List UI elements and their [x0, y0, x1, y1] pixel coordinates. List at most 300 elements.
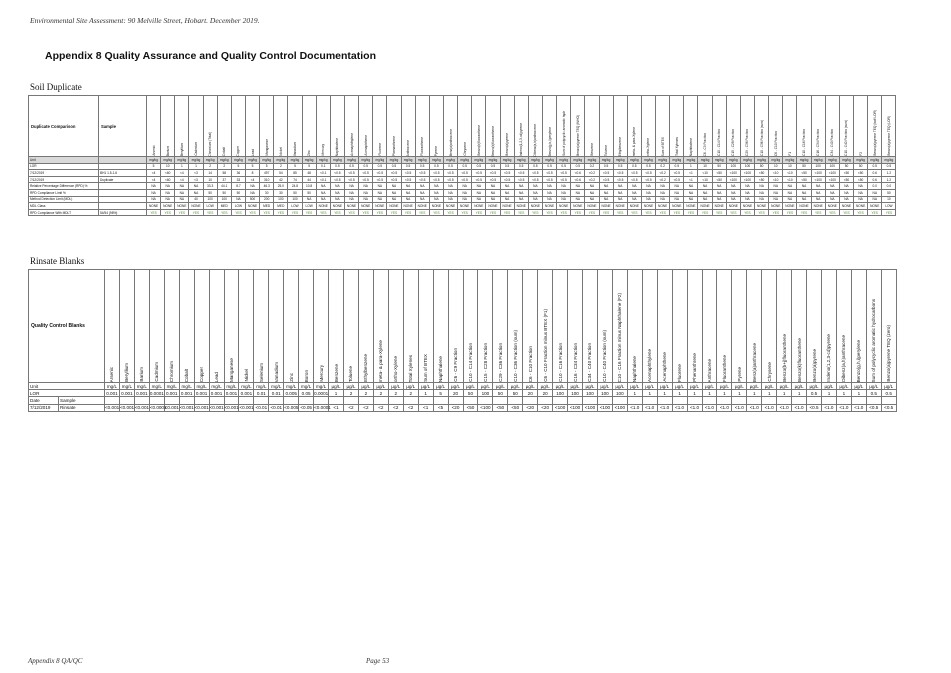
table-cell: <0.5: [429, 176, 443, 183]
table-cell: NA: [359, 189, 373, 196]
analyte-name: C10 - C40 Fraction (sum): [844, 120, 849, 156]
table-cell: <0.5: [443, 176, 457, 183]
table-cell: NA: [245, 189, 259, 196]
analyte-name: Boron: [303, 369, 309, 382]
table-cell: NA: [147, 196, 161, 203]
table-cell: YES: [684, 209, 698, 216]
unit-cell: µg/L: [329, 383, 344, 390]
unit-cell: µg/L: [523, 383, 538, 390]
blank-cell: [478, 397, 493, 404]
table-cell: <0.01: [270, 405, 283, 411]
analyte-header: [656, 96, 670, 157]
table-cell: mg/kg: [557, 157, 571, 164]
blank-cell: [702, 397, 717, 404]
table-cell: NA: [627, 183, 641, 190]
table-cell: YES: [147, 209, 161, 216]
analyte-header: [463, 270, 478, 383]
table-cell: mg/kg: [245, 157, 259, 164]
unit-cell: µg/L: [747, 383, 762, 390]
analyte-name: Beryllium: [179, 142, 184, 156]
analyte-name: meta- & para-Xylene: [378, 339, 384, 382]
table-cell: NA: [755, 196, 769, 203]
analyte-name: C29 - C36 Fraction: [745, 129, 750, 156]
table-cell: NA: [401, 183, 415, 190]
table-cell: 10: [769, 163, 783, 170]
analyte-name: Naphthalene: [335, 137, 340, 156]
unit-cell: mg/L: [239, 383, 254, 390]
analyte-name: Nickel: [243, 369, 249, 382]
table-cell: 5: [231, 163, 245, 170]
analyte-header: [740, 96, 754, 157]
analyte-header: [698, 96, 712, 157]
analyte-name: Naphthalene: [632, 355, 638, 382]
unit-cell: µg/L: [866, 383, 881, 390]
unit-cell: mg/L: [194, 383, 209, 390]
table-cell: <1.0: [822, 404, 837, 411]
table-cell: YES: [670, 209, 684, 216]
table-cell: <1.0: [777, 404, 792, 411]
table-cell: 50: [755, 163, 769, 170]
analyte-header: [769, 96, 783, 157]
table-cell: mg/kg: [797, 157, 811, 164]
table-cell: <0.01: [255, 405, 268, 411]
table-cell: mg/kg: [641, 157, 655, 164]
unit-cell: µg/L: [807, 383, 822, 390]
table-cell: <0.5: [373, 176, 387, 183]
table-cell: <0.5: [641, 176, 655, 183]
table-cell: NA: [528, 196, 542, 203]
table-cell: <0.001: [105, 405, 120, 411]
table-row: [29, 183, 896, 190]
analyte-header: [612, 270, 627, 383]
table-cell: 44.1: [217, 183, 231, 190]
unit-cell: µg/L: [702, 383, 717, 390]
table-cell: NA: [783, 189, 797, 196]
analyte-header: [284, 270, 299, 383]
analyte-name: Cobalt: [184, 368, 190, 382]
analyte-header: [418, 270, 433, 383]
analyte-name: C10 - C36 Fraction (sum): [759, 120, 764, 156]
table-cell: NONE: [175, 203, 189, 210]
lor-cell: 1: [717, 390, 732, 397]
blank-cell: [388, 397, 403, 404]
table-cell: mg/kg: [175, 157, 189, 164]
blank-cell: [209, 397, 224, 404]
blank-cell: [134, 397, 149, 404]
table-cell: NONE: [797, 203, 811, 210]
analyte-name: C10 - C40 Fraction (sum): [602, 330, 608, 382]
table-cell: <2: [373, 404, 388, 411]
analyte-name: Fluoranthene: [721, 354, 727, 382]
table-cell: NONE: [486, 203, 500, 210]
table-cell: <1: [329, 404, 344, 411]
table-cell: NA: [585, 189, 599, 196]
table-cell: NA: [387, 196, 401, 203]
table-cell: NONE: [684, 203, 698, 210]
table-cell: NONE: [542, 203, 556, 210]
table-cell: YES: [472, 209, 486, 216]
analyte-header: [687, 270, 702, 383]
table-cell: <0.5: [557, 176, 571, 183]
table-cell: NA: [769, 196, 783, 203]
analyte-name: Sum of BTEX: [660, 136, 665, 156]
table-cell: NA: [542, 189, 556, 196]
table-cell: <1.0: [717, 404, 732, 411]
table-cell: NONE: [373, 203, 387, 210]
unit-cell: mg/L: [269, 383, 284, 390]
blank-cell: [792, 397, 807, 404]
lor-label: LOR: [29, 390, 105, 397]
table-cell: NA: [684, 183, 698, 190]
blank-cell: [597, 397, 612, 404]
table-cell: 50: [302, 189, 316, 196]
table-cell: mg/kg: [712, 157, 726, 164]
table-cell: NA: [698, 196, 712, 203]
table-cell: <0.2: [585, 170, 599, 177]
analyte-name: Ethylbenzene: [618, 136, 623, 156]
table-cell: <0.001: [134, 405, 150, 411]
unit-cell: µg/L: [358, 383, 373, 390]
unit-cell: µg/L: [627, 383, 642, 390]
table-cell: NONE: [472, 203, 486, 210]
table-cell: NONE: [599, 203, 613, 210]
table-cell: <3: [189, 170, 203, 177]
analyte-name: C6 - C9 Fraction: [453, 348, 459, 382]
analyte-header: [415, 96, 429, 157]
unit-label: Unit: [29, 383, 105, 390]
table-cell: YES: [203, 209, 217, 216]
analyte-header: [571, 96, 585, 157]
table-cell: YES: [825, 209, 839, 216]
analyte-name: Sum of polycyclic aromatic hydr: [561, 111, 566, 156]
unit-cell: µg/L: [762, 383, 777, 390]
analyte-name: Benzene: [333, 363, 339, 382]
table-cell: <0.001: [224, 405, 239, 411]
lor-cell: 1: [702, 390, 717, 397]
table-cell: mg/kg: [740, 157, 754, 164]
table-cell: YES: [769, 209, 783, 216]
table-cell: NA: [175, 189, 189, 196]
analyte-name: Fluoranthene: [420, 137, 425, 156]
table-cell: LOW: [203, 203, 217, 210]
blank-cell: [254, 397, 269, 404]
blank-cell: [149, 397, 164, 404]
unit-cell: µg/L: [373, 383, 388, 390]
table-cell: NONE: [189, 203, 203, 210]
row-sample: [99, 203, 147, 210]
analyte-header: [583, 270, 598, 383]
analyte-header: [147, 96, 161, 157]
table-cell: NA: [359, 183, 373, 190]
table-cell: mg/kg: [755, 157, 769, 164]
table-cell: <0.5: [670, 170, 684, 177]
table-cell: NA: [344, 189, 358, 196]
table-cell: NA: [684, 189, 698, 196]
analyte-header: [239, 270, 254, 383]
table-cell: 200: [260, 196, 274, 203]
lor-cell: 0.001: [165, 390, 178, 396]
table-cell: <2: [388, 404, 403, 411]
table-cell: <4: [147, 176, 161, 183]
table-cell: NA: [797, 196, 811, 203]
analyte-name: Fluorene: [377, 143, 382, 156]
table-cell: <100: [553, 404, 568, 411]
table-cell: 0.5: [641, 163, 655, 170]
table-cell: mg/kg: [868, 157, 882, 164]
analyte-header: [797, 96, 811, 157]
table-cell: 10: [203, 176, 217, 183]
table-cell: <1: [418, 404, 433, 411]
unit-cell: µg/L: [568, 383, 583, 390]
table-cell: 0.5: [670, 163, 684, 170]
unit-cell: µg/L: [448, 383, 463, 390]
table-cell: <1.0: [657, 404, 672, 411]
table-cell: 0.5: [528, 163, 542, 170]
analyte-header: [254, 270, 269, 383]
table-cell: YES: [274, 209, 288, 216]
table-cell: 5: [302, 163, 316, 170]
unit-cell: µg/L: [478, 383, 493, 390]
table-cell: NA: [401, 196, 415, 203]
table-cell: <100: [825, 170, 839, 177]
table-cell: <0.001: [119, 405, 135, 411]
table-cell: mg/kg: [302, 157, 316, 164]
analyte-name: Benzo(k)fluoranthene: [796, 338, 802, 382]
table-cell: YES: [217, 209, 231, 216]
footer-appendix-label: Appendix 8 QA/QC: [28, 657, 83, 665]
table-cell: NA: [825, 189, 839, 196]
analyte-header: [194, 270, 209, 383]
table-cell: <1.0: [642, 404, 657, 411]
table-cell: NA: [415, 196, 429, 203]
table-row: [29, 189, 896, 196]
table-cell: NA: [415, 189, 429, 196]
analyte-name: Chromium (Total): [208, 131, 213, 156]
row-label: RPD Compliance With MDLT: [29, 209, 99, 216]
table-cell: NA: [585, 183, 599, 190]
lor-cell: 20: [523, 390, 538, 397]
unit-cell: µg/L: [732, 383, 747, 390]
table-cell: <0.6: [571, 170, 585, 177]
analyte-header: [105, 270, 120, 383]
analyte-header: [119, 270, 134, 383]
table-cell: NA: [740, 196, 754, 203]
table-cell: <50: [493, 404, 508, 411]
analyte-header: [854, 96, 868, 157]
analyte-name: Benzo(a)pyrene TEQ (zero): [886, 325, 892, 382]
analyte-header: [302, 96, 316, 157]
table-cell: <4: [245, 176, 259, 183]
table-row: [29, 170, 896, 177]
analyte-name: ortho-Xylene: [393, 355, 399, 382]
unit-cell: mg/L: [299, 383, 314, 390]
table-cell: mg/kg: [161, 157, 175, 164]
lor-cell: 1: [642, 390, 657, 397]
analyte-header: [401, 96, 415, 157]
blank-cell: [866, 397, 881, 404]
row-sample: Rinsate: [59, 404, 105, 411]
analyte-name: Copper: [236, 145, 241, 156]
table-cell: 310: [260, 176, 274, 183]
table-cell: NA: [825, 183, 839, 190]
table-cell: mg/kg: [528, 157, 542, 164]
analyte-name: Phenanthrene: [391, 135, 396, 156]
unit-cell: mg/L: [254, 383, 269, 390]
lor-cell: 100: [568, 390, 583, 397]
table-cell: NA: [458, 196, 472, 203]
unit-cell: µg/L: [508, 383, 523, 390]
lor-cell: 0.001: [121, 390, 133, 396]
unit-cell: mg/L: [105, 383, 120, 390]
table-cell: 0.5: [443, 163, 457, 170]
lor-cell: 100: [553, 390, 568, 397]
analyte-header: [330, 96, 344, 157]
table-cell: 50: [288, 189, 302, 196]
blank-cell: [747, 397, 762, 404]
table-row: [29, 157, 896, 164]
table-cell: NA: [712, 183, 726, 190]
analyte-header: [542, 96, 556, 157]
table-cell: 100: [203, 196, 217, 203]
table-cell: 1.2: [882, 170, 896, 177]
analyte-name: C15 - C28 Fraction: [482, 343, 488, 382]
table-cell: 50: [203, 189, 217, 196]
table-cell: mg/kg: [585, 157, 599, 164]
table-cell: <10: [783, 176, 797, 183]
analyte-header: [433, 270, 448, 383]
table-row: [29, 176, 896, 183]
lor-cell: 1: [657, 390, 672, 397]
table-cell: NA: [542, 196, 556, 203]
table-cell: 58: [217, 170, 231, 177]
table-cell: NONE: [641, 203, 655, 210]
table-cell: <1.0: [687, 404, 702, 411]
lor-cell: 20: [538, 390, 553, 397]
table-cell: <10: [783, 170, 797, 177]
table-cell: NA: [854, 189, 868, 196]
analyte-name: C10 - C16 Fraction: [557, 343, 563, 382]
blank-cell: [358, 397, 373, 404]
table-cell: LOW: [882, 203, 896, 210]
table-cell: NONE: [627, 203, 641, 210]
table-cell: mg/kg: [627, 157, 641, 164]
table-cell: <100: [612, 404, 627, 411]
table-cell: <1.0: [672, 404, 687, 411]
table-cell: 50: [712, 163, 726, 170]
table-cell: 0.5: [344, 163, 358, 170]
table-cell: 50: [882, 189, 896, 196]
lor-cell: 1: [732, 390, 747, 397]
table-cell: 0.0: [868, 183, 882, 190]
table-cell: NA: [557, 189, 571, 196]
unit-cell: mg/L: [284, 383, 299, 390]
table-cell: YES: [811, 209, 825, 216]
table-cell: <0.5: [458, 176, 472, 183]
table-cell: 14: [203, 170, 217, 177]
analyte-header: [822, 270, 837, 383]
table-cell: NONE: [769, 203, 783, 210]
table-cell: NA: [486, 183, 500, 190]
table-cell: 5: [260, 163, 274, 170]
table-cell: 0.5: [627, 163, 641, 170]
table-cell: NA: [641, 189, 655, 196]
table-cell: YES: [443, 209, 457, 216]
table-cell: 1: [175, 163, 189, 170]
analyte-name: C10 - C14 Fraction: [467, 343, 473, 382]
table-cell: NA: [755, 183, 769, 190]
analyte-header: [472, 96, 486, 157]
lor-cell: 0.001: [195, 390, 208, 396]
table-row: [29, 404, 897, 411]
table-cell: NA: [344, 196, 358, 203]
table-cell: NA: [373, 183, 387, 190]
blank-cell: [373, 397, 388, 404]
unit-row: [29, 383, 897, 390]
table-cell: <0.5: [415, 176, 429, 183]
table-cell: <0.5: [486, 170, 500, 177]
table-cell: <0.5: [500, 170, 514, 177]
table-cell: YES: [557, 209, 571, 216]
analyte-name: Benz(a)anthracene: [751, 342, 757, 382]
table-cell: NA: [627, 196, 641, 203]
table-cell: <0.001: [164, 405, 179, 411]
analyte-header: [189, 96, 203, 157]
analyte-header: [443, 96, 457, 157]
table-cell: NA: [189, 183, 203, 190]
table-cell: 5: [288, 163, 302, 170]
table-cell: <1.0: [627, 404, 642, 411]
analyte-name: Mercury: [318, 365, 324, 382]
table-cell: NONE: [825, 203, 839, 210]
table-cell: NA: [656, 189, 670, 196]
table-cell: mg/kg: [882, 157, 896, 164]
soil-duplicate-table: [28, 95, 896, 216]
table-cell: <0.2: [656, 170, 670, 177]
table-cell: NA: [641, 183, 655, 190]
analyte-header: [175, 96, 189, 157]
row-sample: BH1 1.5-1.6: [99, 170, 147, 177]
table-cell: YES: [797, 209, 811, 216]
table-cell: mg/kg: [231, 157, 245, 164]
analyte-name: C6 - C10 Fraction: [773, 130, 778, 156]
table-cell: YES: [613, 209, 627, 216]
table-cell: NA: [528, 183, 542, 190]
table-cell: 1: [684, 163, 698, 170]
table-cell: NA: [472, 189, 486, 196]
lor-cell: 0.001: [136, 390, 148, 396]
table-cell: mg/kg: [500, 157, 514, 164]
table-cell: 0.5: [359, 163, 373, 170]
unit-cell: mg/L: [224, 383, 239, 390]
analyte-name: Acenaphthylene: [647, 349, 653, 382]
table-cell: YES: [839, 209, 853, 216]
table-cell: NA: [542, 183, 556, 190]
table-cell: NA: [839, 183, 853, 190]
table-cell: <50: [854, 176, 868, 183]
table-cell: NA: [599, 196, 613, 203]
table-cell: MED: [260, 203, 274, 210]
analyte-name: C16 - C34 Fraction: [816, 129, 821, 156]
table-cell: mg/kg: [429, 157, 443, 164]
table-cell: 5: [245, 163, 259, 170]
table-cell: NA: [854, 183, 868, 190]
table-cell: NA: [302, 196, 316, 203]
table-cell: <1: [684, 176, 698, 183]
blank-cell: [179, 397, 194, 404]
table-cell: <100: [740, 176, 754, 183]
blank-cell: [403, 397, 418, 404]
table-cell: <0.5: [514, 170, 528, 177]
